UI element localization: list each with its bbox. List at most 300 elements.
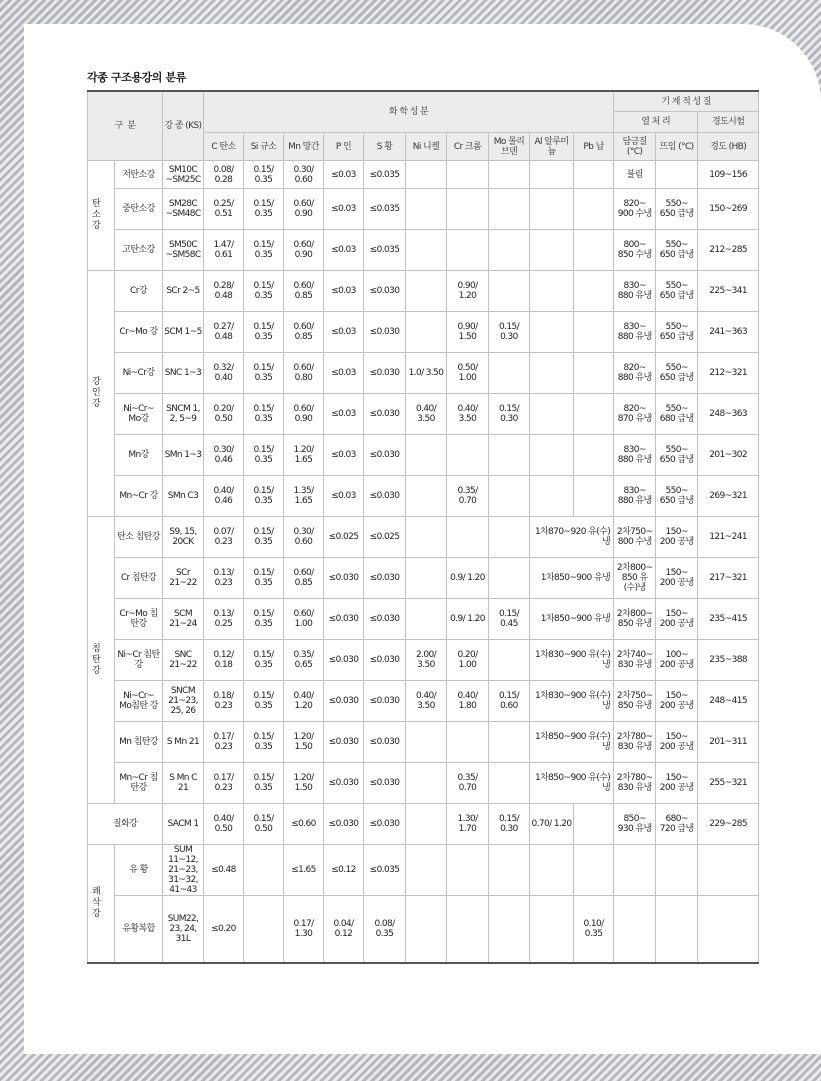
header-mechanical: 기 계 적 성 질 [614,91,759,112]
cell-pb: 0.10/ 0.35 [574,896,614,963]
cell-si: 0.15/ 0.35 [244,353,284,394]
header-hardness-test: 경도시험 [698,112,759,133]
cell-primary-treatment: 1차830~900 유(수)냉 [530,640,614,681]
cell-si [244,896,284,963]
cell-subtype: 유 황 [115,845,163,896]
cell-s: ≤0.030 [364,763,406,804]
table-row [88,476,759,517]
cell-quench: 2차800~ 850 유(수)냉 [614,558,656,599]
cell-cr: 0.35/ 0.70 [447,763,489,804]
cell-temper [656,161,698,189]
cell-hardness: 217~321 [698,558,759,599]
table-row [88,435,759,476]
cell-temper: 150~ 200 공냉 [656,763,698,804]
cell-subtype: Cr강 [115,271,163,312]
header-si: Si 규소 [244,133,284,161]
cell-si: 0.15/ 0.35 [244,435,284,476]
cell-mn: 0.60/ 0.80 [284,353,324,394]
cell-mo [489,271,530,312]
cell-si: 0.15/ 0.35 [244,394,284,435]
cell-cr [447,230,489,271]
cell-si: 0.15/ 0.35 [244,189,284,230]
cell-p: ≤0.03 [324,189,364,230]
cell-p: ≤0.030 [324,599,364,640]
cell-pb [574,230,614,271]
cell-s: ≤0.030 [364,394,406,435]
cell-ni [406,599,447,640]
cell-primary-treatment: 1차830~900 유(수)냉 [530,681,614,722]
header-c: C 탄소 [204,133,244,161]
cell-temper: 550~ 650 급냉 [656,353,698,394]
cell-grade: SM28C ~SM48C [163,189,204,230]
cell-al [530,271,574,312]
cell-c: 0.17/ 0.23 [204,763,244,804]
cell-s: ≤0.035 [364,845,406,896]
cell-hardness: 212~285 [698,230,759,271]
cell-mn: 1.20/ 1.50 [284,722,324,763]
cell-mo [489,722,530,763]
header-mn: Mn 망간 [284,133,324,161]
cell-c: 0.13/ 0.25 [204,599,244,640]
cell-temper: 150~ 200 공냉 [656,517,698,558]
cell-al [530,161,574,189]
cell-p: ≤0.03 [324,435,364,476]
table-row [88,763,759,804]
header-cr: Cr 크롬 [447,133,489,161]
cell-cr: 0.9/ 1.20 [447,599,489,640]
cell-temper [656,896,698,963]
cell-mo [489,517,530,558]
cell-subtype: Ni~Cr~ Mo침탄 강 [115,681,163,722]
cell-ni: 1.0/ 3.50 [406,353,447,394]
cell-pb [574,312,614,353]
cell-p: ≤0.025 [324,517,364,558]
cell-grade: SMn 1~3 [163,435,204,476]
cell-c: 0.13/ 0.23 [204,558,244,599]
cell-mn: 0.17/ 1.30 [284,896,324,963]
cell-s: ≤0.030 [364,804,406,845]
cell-mn: ≤1.65 [284,845,324,896]
steel-classification-table [87,90,759,964]
cell-grade: SNCM 21~23, 25, 26 [163,681,204,722]
cell-c: 0.20/ 0.50 [204,394,244,435]
cell-p: ≤0.030 [324,722,364,763]
cell-s: ≤0.030 [364,681,406,722]
cell-quench: 2차800~ 850 유냉 [614,599,656,640]
cell-s: ≤0.030 [364,558,406,599]
table-row [88,681,759,722]
cell-mn: 0.35/ 0.65 [284,640,324,681]
cell-temper: 150~ 200 공냉 [656,599,698,640]
cell-c: 0.32/ 0.40 [204,353,244,394]
cell-cr: 0.90/ 1.20 [447,271,489,312]
cell-cr: 0.9/ 1.20 [447,558,489,599]
table-row [88,558,759,599]
cell-pb [574,271,614,312]
cell-temper: 680~ 720 급냉 [656,804,698,845]
table-row [88,230,759,271]
cell-primary-treatment: 1차850~900 유(수)냉 [530,722,614,763]
cell-c: 0.40/ 0.46 [204,476,244,517]
cell-s: ≤0.030 [364,599,406,640]
cell-grade: SCM 1~5 [163,312,204,353]
cell-quench: 820~ 870 유냉 [614,394,656,435]
cell-si: 0.15/ 0.35 [244,230,284,271]
table-row [88,312,759,353]
cell-pb [574,161,614,189]
cell-temper: 150~ 200 공냉 [656,558,698,599]
cell-p: ≤0.030 [324,681,364,722]
cell-al: 0.70/ 1.20 [530,804,574,845]
cell-quench: 2차780~ 830 유냉 [614,763,656,804]
header-chemical: 화 학 성 분 [204,91,614,133]
cell-pb [574,845,614,896]
cell-mo [489,161,530,189]
group-label: 쾌 삭 강 [88,845,115,963]
cell-mo [489,230,530,271]
cell-p: ≤0.03 [324,230,364,271]
cell-p: ≤0.030 [324,763,364,804]
header-mo: Mo 몰리브덴 [489,133,530,161]
cell-al [530,189,574,230]
cell-mo: 0.15/ 0.60 [489,681,530,722]
cell-subtype: Cr 침탄강 [115,558,163,599]
cell-mo: 0.15/ 0.30 [489,804,530,845]
cell-si: 0.15/ 0.35 [244,517,284,558]
cell-hardness: 109~156 [698,161,759,189]
cell-hardness [698,896,759,963]
table-row [88,722,759,763]
cell-grade: S Mn C 21 [163,763,204,804]
cell-mo [489,558,530,599]
cell-cr [447,845,489,896]
cell-mo [489,896,530,963]
header-grade: 강 종 (KS) [163,91,204,161]
cell-primary-treatment: 1차850~900 유(수)냉 [530,763,614,804]
cell-mo [489,435,530,476]
cell-mo [489,845,530,896]
cell-hardness [698,845,759,896]
cell-quench: 2차740~ 830 유냉 [614,640,656,681]
cell-al [530,476,574,517]
cell-ni [406,435,447,476]
cell-p: ≤0.03 [324,161,364,189]
cell-hardness: 248~363 [698,394,759,435]
table-row [88,804,759,845]
cell-subtype: 탄소 침탄강 [115,517,163,558]
cell-mn: 0.60/ 0.85 [284,271,324,312]
header-al: Al 알루미늄 [530,133,574,161]
cell-subtype: Cr~Mo 침탄강 [115,599,163,640]
cell-pb [574,476,614,517]
cell-mo: 0.15/ 0.45 [489,599,530,640]
cell-al [530,394,574,435]
cell-subtype: Cr~Mo 강 [115,312,163,353]
cell-pb [574,804,614,845]
cell-cr: 0.90/ 1.50 [447,312,489,353]
cell-hardness: 201~311 [698,722,759,763]
cell-hardness: 225~341 [698,271,759,312]
cell-quench: 850~ 930 유냉 [614,804,656,845]
cell-mn: 0.60/ 0.90 [284,230,324,271]
cell-cr: 1.30/ 1.70 [447,804,489,845]
cell-mo [489,640,530,681]
cell-si: 0.15/ 0.35 [244,763,284,804]
cell-p: ≤0.03 [324,271,364,312]
cell-c: 0.30/ 0.46 [204,435,244,476]
header-quench: 담금질 (°C) [614,133,656,161]
cell-mo [489,476,530,517]
cell-ni [406,189,447,230]
cell-cr: 0.40/ 1.80 [447,681,489,722]
cell-p: ≤0.03 [324,312,364,353]
cell-quench [614,896,656,963]
cell-temper: 550~ 650 급냉 [656,435,698,476]
cell-cr [447,722,489,763]
cell-grade: SM10C ~SM25C [163,161,204,189]
cell-subtype: Ni~Cr 침탄강 [115,640,163,681]
cell-hardness: 255~321 [698,763,759,804]
cell-ni: 0.40/ 3.50 [406,681,447,722]
cell-subtype: Mn~Cr 침탄강 [115,763,163,804]
cell-p: ≤0.030 [324,558,364,599]
table-row [88,189,759,230]
cell-ni [406,161,447,189]
cell-mn: 0.60/ 0.85 [284,558,324,599]
cell-ni [406,271,447,312]
cell-cr [447,189,489,230]
cell-category-nitriding: 질화강 [88,804,163,845]
cell-p: ≤0.03 [324,353,364,394]
cell-temper: 100~ 200 공냉 [656,640,698,681]
header-s: S 황 [364,133,406,161]
cell-temper: 550~ 650 급냉 [656,230,698,271]
cell-pb [574,435,614,476]
cell-al [530,353,574,394]
cell-subtype: Ni~Cr강 [115,353,163,394]
cell-si: 0.15/ 0.35 [244,161,284,189]
cell-mn: 0.60/ 0.90 [284,394,324,435]
cell-mo [489,353,530,394]
cell-ni: 2.00/ 3.50 [406,640,447,681]
cell-temper: 550~ 650 급냉 [656,312,698,353]
cell-primary-treatment: 1차870~920 유(수)냉 [530,517,614,558]
cell-subtype: Mn 침탄강 [115,722,163,763]
cell-al [530,845,574,896]
cell-hardness: 201~302 [698,435,759,476]
cell-cr [447,896,489,963]
cell-c: ≤0.48 [204,845,244,896]
cell-quench: 820~ 900 수냉 [614,189,656,230]
cell-hardness: 269~321 [698,476,759,517]
cell-c: 0.40/ 0.50 [204,804,244,845]
header-hardness: 경도 (HB) [698,133,759,161]
cell-ni [406,763,447,804]
cell-grade: SCr 2~5 [163,271,204,312]
cell-primary-treatment: 1차850~900 유냉 [530,599,614,640]
cell-temper: 550~ 650 급냉 [656,271,698,312]
cell-c: 0.18/ 0.23 [204,681,244,722]
cell-si: 0.15/ 0.50 [244,804,284,845]
table-row [88,599,759,640]
cell-mn: 0.60/ 0.85 [284,312,324,353]
cell-p: ≤0.030 [324,640,364,681]
cell-cr [447,517,489,558]
cell-p: 0.04/ 0.12 [324,896,364,963]
cell-quench: 830~ 880 유냉 [614,435,656,476]
cell-cr: 0.35/ 0.70 [447,476,489,517]
cell-hardness: 121~241 [698,517,759,558]
table-body [88,161,759,963]
cell-si: 0.15/ 0.35 [244,722,284,763]
cell-grade: SACM 1 [163,804,204,845]
cell-ni [406,312,447,353]
cell-c: 0.17/ 0.23 [204,722,244,763]
header-temper: 뜨임 (°C) [656,133,698,161]
cell-hardness: 235~388 [698,640,759,681]
cell-c: 1.47/ 0.61 [204,230,244,271]
cell-grade: SNCM 1, 2, 5~9 [163,394,204,435]
cell-quench: 830~ 880 유냉 [614,271,656,312]
cell-cr: 0.50/ 1.00 [447,353,489,394]
cell-temper: 150~ 200 공냉 [656,722,698,763]
cell-grade: SCr 21~22 [163,558,204,599]
cell-quench: 830~ 880 유냉 [614,476,656,517]
cell-pb [574,189,614,230]
cell-ni [406,845,447,896]
cell-temper: 550~ 680 급냉 [656,394,698,435]
cell-grade: S9, 15, 20CK [163,517,204,558]
table-row [88,845,759,896]
cell-mn: 1.20/ 1.65 [284,435,324,476]
cell-ni [406,230,447,271]
cell-quench: 2차750~ 850 유냉 [614,681,656,722]
cell-subtype: Ni~Cr~ Mo강 [115,394,163,435]
cell-c: 0.07/ 0.23 [204,517,244,558]
cell-subtype: 저탄소강 [115,161,163,189]
cell-cr [447,161,489,189]
cell-grade: SUM22, 23, 24, 31L [163,896,204,963]
cell-si: 0.15/ 0.35 [244,599,284,640]
cell-ni: 0.40/ 3.50 [406,394,447,435]
cell-s: ≤0.030 [364,640,406,681]
cell-grade: SCM 21~24 [163,599,204,640]
cell-hardness: 229~285 [698,804,759,845]
cell-cr [447,435,489,476]
cell-si: 0.15/ 0.35 [244,312,284,353]
cell-quench [614,845,656,896]
cell-si: 0.15/ 0.35 [244,271,284,312]
cell-quench: 2차780~ 830 유냉 [614,722,656,763]
cell-quench: 2차750~ 800 수냉 [614,517,656,558]
cell-ni [406,558,447,599]
cell-mn: 1.20/ 1.50 [284,763,324,804]
cell-si [244,845,284,896]
cell-quench: 800~ 850 수냉 [614,230,656,271]
table-row [88,640,759,681]
cell-subtype: Mn강 [115,435,163,476]
cell-grade: SM50C ~SM58C [163,230,204,271]
cell-subtype: 유황복합 [115,896,163,963]
cell-quench: 830~ 880 유냉 [614,312,656,353]
cell-cr: 0.20/ 1.00 [447,640,489,681]
cell-s: ≤0.030 [364,271,406,312]
cell-temper: 550~ 650 급냉 [656,189,698,230]
cell-s: ≤0.030 [364,312,406,353]
cell-mn: 0.60/ 0.90 [284,189,324,230]
cell-pb [574,394,614,435]
cell-s: ≤0.030 [364,476,406,517]
table-row [88,161,759,189]
group-label: 탄 소 강 [88,161,115,271]
cell-ni [406,896,447,963]
table-row [88,353,759,394]
cell-mo: 0.15/ 0.30 [489,312,530,353]
cell-mn: 0.30/ 0.60 [284,517,324,558]
cell-mo [489,189,530,230]
cell-al [530,230,574,271]
cell-al [530,435,574,476]
group-label: 강 인 강 [88,271,115,517]
cell-s: ≤0.035 [364,230,406,271]
table-row [88,394,759,435]
table-row [88,271,759,312]
table-title: 각종 구조용강의 분류 [87,71,186,84]
table-header [88,91,759,161]
cell-hardness: 235~415 [698,599,759,640]
cell-grade: SMn C3 [163,476,204,517]
cell-pb [574,353,614,394]
cell-s: ≤0.030 [364,722,406,763]
header-pb: Pb 납 [574,133,614,161]
cell-ni [406,517,447,558]
cell-si: 0.15/ 0.35 [244,476,284,517]
cell-temper: 150~ 200 공냉 [656,681,698,722]
cell-c: 0.08/ 0.28 [204,161,244,189]
cell-subtype: 중탄소강 [115,189,163,230]
cell-al [530,312,574,353]
cell-c: 0.27/ 0.48 [204,312,244,353]
cell-mn: 0.60/ 1.00 [284,599,324,640]
cell-c: ≤0.20 [204,896,244,963]
cell-subtype: 고탄소강 [115,230,163,271]
cell-p: ≤0.030 [324,804,364,845]
cell-temper [656,845,698,896]
cell-quench: 불림 [614,161,656,189]
cell-s: ≤0.035 [364,189,406,230]
cell-mn: 0.30/ 0.60 [284,161,324,189]
cell-si: 0.15/ 0.35 [244,640,284,681]
cell-c: 0.12/ 0.18 [204,640,244,681]
cell-p: ≤0.03 [324,476,364,517]
cell-si: 0.15/ 0.35 [244,558,284,599]
cell-mn: 1.35/ 1.65 [284,476,324,517]
cell-s: 0.08/ 0.35 [364,896,406,963]
cell-grade: SUM 11~12, 21~23, 31~32, 41~43 [163,845,204,896]
cell-ni [406,722,447,763]
header-category: 구 분 [88,91,163,161]
cell-grade: SNC 21~22 [163,640,204,681]
cell-ni [406,476,447,517]
cell-s: ≤0.025 [364,517,406,558]
cell-mo [489,763,530,804]
header-heat-treatment: 열 처 리 [614,112,698,133]
cell-hardness: 150~269 [698,189,759,230]
table-row [88,896,759,963]
group-label: 침 탄 강 [88,517,115,804]
cell-c: 0.28/ 0.48 [204,271,244,312]
cell-subtype: Mn~Cr 강 [115,476,163,517]
